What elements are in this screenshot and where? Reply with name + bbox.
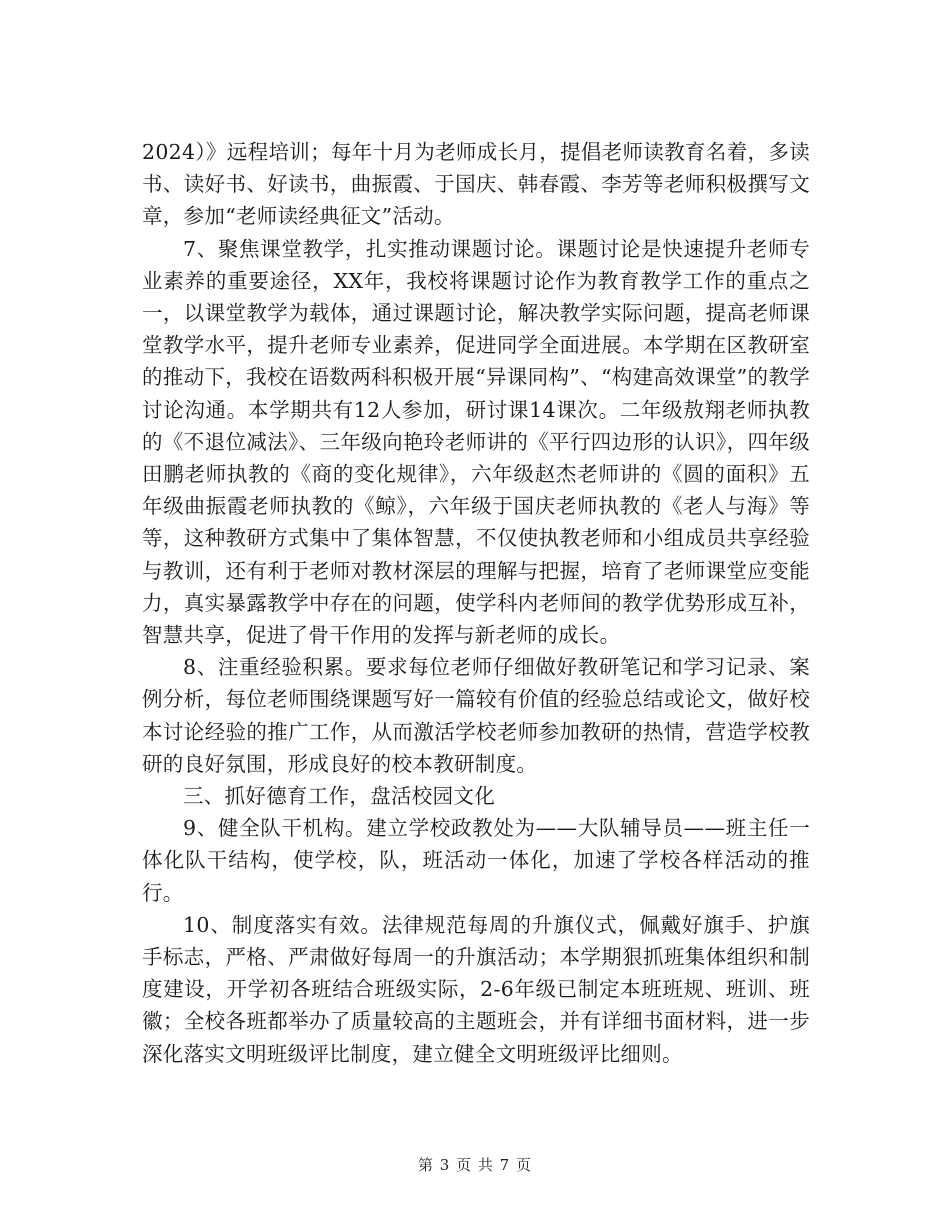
section-heading-3: 三、抓好德育工作，盘活校园文化: [183, 784, 495, 809]
document-body: [142, 136, 810, 1070]
paragraph-continuation: 2024）》远程培训；每年十月为老师成长月，提倡老师读教育名着，多读书、读好书、好读书，曲振霞、于国庆、韩春霞、李芳等老师积极撰写文章，参加“老师读经典征文”活动。: [142, 140, 810, 229]
paragraph-item-10: 10、制度落实有效。法律规范每周的升旗仪式，佩戴好旗手、护旗手标志，严格、严肃做好每周一的升旗活动；本学期狠抓班集体组织和制度建设，开学初各班结合班级实际，2-6年级已制定本班班规、班训、班徽；全校各班都举办了质量较高的主题班会，并有详细书面材料，进一步深化落实文明班级评比制度，建立健全文明班级评比细则。: [142, 912, 810, 1066]
page-number-footer: 第 3 页 共 7 页: [418, 1156, 532, 1174]
paragraph-item-9: 9、健全队干机构。建立学校政教处为——大队辅导员——班主任一体化队干结构，使学校，队，班活动一体化，加速了学校各样活动的推行。: [142, 816, 810, 905]
paragraph-item-8: 8、注重经验积累。要求每位老师仔细做好教研笔记和学习记录、案例分析，每位老师围绕课题写好一篇较有价值的经验总结或论文，做好校本讨论经验的推广工作，从而激活学校老师参加教研的热情，营造学校教研的良好氛围，形成良好的校本教研制度。: [142, 655, 810, 776]
paragraph-item-7: 7、聚焦课堂教学，扎实推动课题讨论。课题讨论是快速提升老师专业素养的重要途径，XX年，我校将课题讨论作为教育教学工作的重点之一，以课堂教学为载体，通过课题讨论，解决教学实际问题，提高老师课堂教学水平，提升老师专业素养，促进同学全面进展。本学期在区教研室的推动下，我校在语数两科积极开展“异课同构”、“构建高效课堂”的教学讨论沟通。本学期共有12人参加，研讨课14课次。二年级敖翔老师执教的《不退位减法》、三年级向艳玲老师讲的《平行四边形的认识》，四年级田鹏老师执教的《商的变化规律》，六年级赵杰老师讲的《圆的面积》五年级曲振霞老师执教的《鲸》，六年级于国庆老师执教的《老人与海》等等，这种教研方式集中了集体智慧，不仅使执教老师和小组成员共享经验与教训，还有利于老师对教材深层的理解与把握，培育了老师课堂应变能力，真实暴露教学中存在的问题，使学科内老师间的教学优势形成互补，智慧共享，促进了骨干作用的发挥与新老师的成长。: [142, 236, 810, 648]
